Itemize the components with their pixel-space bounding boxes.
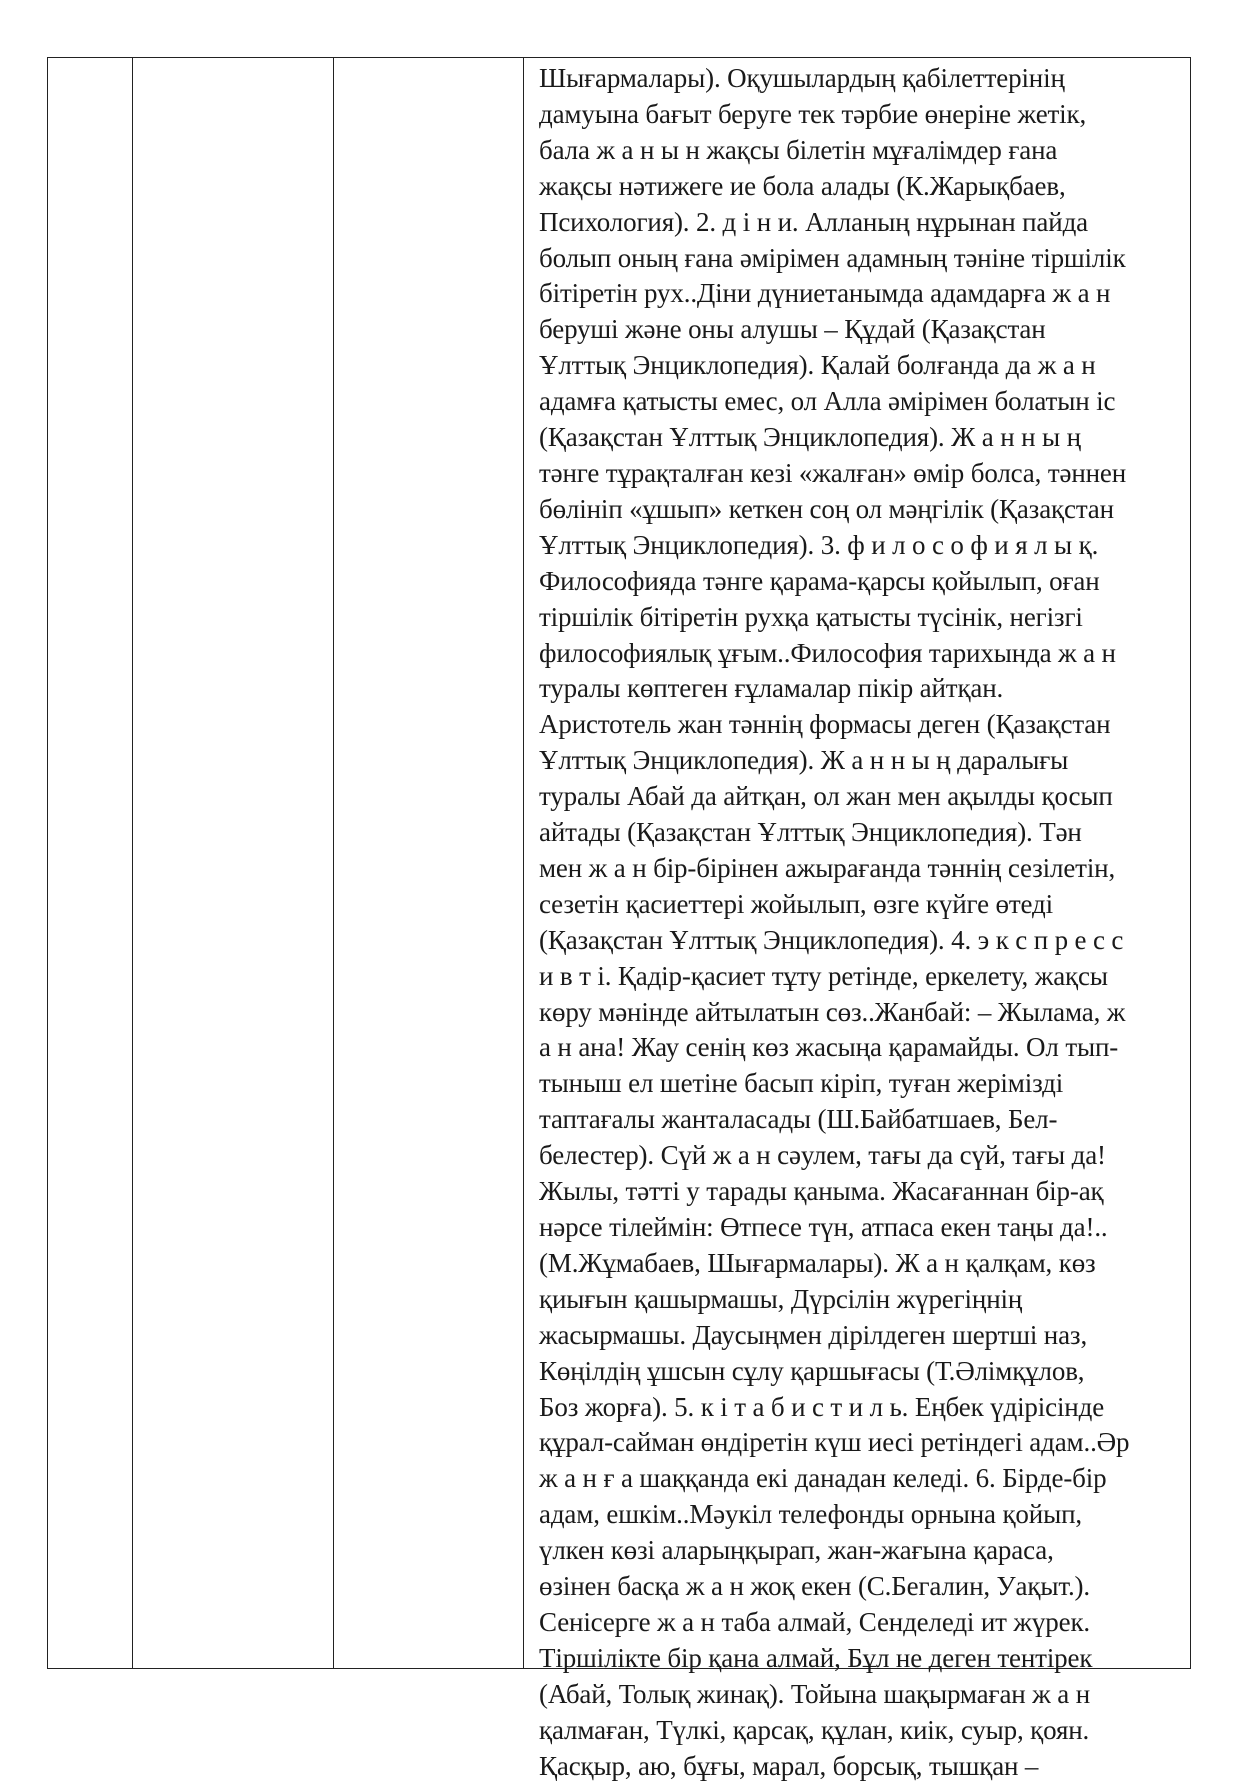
text-line: үлкен көзі аларыңқырап, жан-жағына қараса, — [539, 1535, 1054, 1566]
text-line: қиығын қашырмашы, Дүрсілін жүрегіңнің — [539, 1283, 1023, 1314]
text-line: Аристотель жан тәннің формасы деген (Қазақстан — [539, 709, 1111, 740]
text-line: құрал-сайман өндіретін күш иесі ретіндегі адам..Әр — [539, 1427, 1130, 1458]
text-line: бала ж а н ы н жақсы білетін мұғалімдер ғана — [539, 134, 1058, 165]
text-line: Ұлттық Энциклопедия). Ж а н н ы ң даралығы — [539, 745, 1069, 776]
text-line: айтады (Қазақстан Ұлттық Энциклопедия). Тән — [539, 817, 1082, 848]
text-line: философиялық ұғым..Философия тарихында ж а н — [539, 637, 1116, 668]
text-line: Тіршілікте бір қана алмай, Бұл не деген тентірек — [539, 1642, 1093, 1673]
column-divider-2 — [333, 58, 334, 1668]
text-line: (Абай, Толық жинақ). Тойына шақырмаған ж а н — [539, 1678, 1091, 1709]
text-line: Ұлттық Энциклопедия). 3. ф и л о с о ф и я л ы қ. — [539, 529, 1099, 560]
text-line: бөлініп «ұшып» кеткен соң ол мәңгілік (Қазақстан — [539, 493, 1114, 524]
text-line: туралы көптеген ғұламалар пікір айтқан. — [539, 673, 1004, 704]
text-line: Психология). 2. д і н и. Алланың нұрынан пайда — [539, 206, 1088, 237]
text-line: беруші және оны алушы – Құдай (Қазақстан — [539, 314, 1046, 345]
text-line: адамға қатысты емес, ол Алла әмірімен болатын іс — [539, 386, 1116, 417]
text-line: ж а н ғ а шаққанда екі данадан келеді. 6. Бірде-бір — [539, 1463, 1107, 1494]
table-cell-definition-text — [539, 61, 1177, 1781]
text-line: Шығармалары). Оқушылардың қабілеттерінің — [539, 63, 1065, 93]
table-cell-empty-2 — [134, 58, 333, 1668]
text-line: белестер). Сүй ж а н сәулем, тағы да сүй, тағы да! — [539, 1140, 1106, 1171]
text-line: нәрсе тілеймін: Өтпесе түн, атпаса екен таңы да!.. — [539, 1212, 1108, 1242]
text-line: таптағалы жанталасады (Ш.Байбатшаев, Бел- — [539, 1104, 1058, 1135]
text-line: өзінен басқа ж а н жоқ екен (С.Бегалин, Уақыт.). — [539, 1571, 1090, 1602]
table-cell-empty-1 — [48, 58, 132, 1668]
text-line: көру мәнінде айтылатын сөз..Жанбай: – Жылама, ж — [539, 996, 1126, 1027]
column-divider-1 — [132, 58, 133, 1668]
document-table — [47, 57, 1191, 1781]
text-line: жасырмашы. Даусыңмен дірілдеген шертші наз, — [539, 1319, 1088, 1350]
text-line: жақсы нәтижеге ие бола алады (К.Жарықбаев, — [539, 170, 1066, 201]
text-line: Философияда тәнге қарама-қарсы қойылып, оған — [539, 565, 1100, 596]
text-line: тіршілік бітіретін рухқа қатысты түсінік, негізгі — [539, 601, 1083, 632]
text-line: сезетін қасиеттері жойылып, өзге күйге өтеді — [539, 888, 1053, 919]
text-line: (Қазақстан Ұлттық Энциклопедия). 4. э к с п р е с с — [539, 924, 1124, 955]
text-line: бітіретін рух..Діни дүниетанымда адамдарға ж а н — [539, 278, 1111, 309]
text-line: тәнге тұрақталған кезі «жалған» өмір болса, тәннен — [539, 457, 1127, 488]
text-line: (Қазақстан Ұлттық Энциклопедия). Ж а н н ы ң — [539, 422, 1081, 453]
text-line: а н ана! Жау сенің көз жасыңа қарамайды. Ол тып- — [539, 1032, 1119, 1063]
text-line: Көңілдің ұшсын сұлу қаршығасы (Т.Әлімқұлов, — [539, 1355, 1085, 1386]
text-line: туралы Абай да айтқан, ол жан мен ақылды қосып — [539, 781, 1113, 812]
text-line: қалмаған, Түлкі, қарсақ, құлан, киік, суыр, қоян. — [539, 1714, 1090, 1745]
text-line: Жылы, тәтті у тарады қаныма. Жасағаннан бір-ақ — [539, 1176, 1104, 1207]
column-divider-3 — [523, 58, 524, 1668]
text-line: Ұлттық Энциклопедия). Қалай болғанда да ж а н — [539, 350, 1096, 381]
text-line: Қасқыр, аю, бұғы, марал, борсық, тышқан – — [539, 1750, 1039, 1781]
table-cell-empty-3 — [335, 58, 523, 1668]
text-line: тыныш ел шетіне басып кіріп, туған жерімізді — [539, 1068, 1064, 1099]
text-line: и в т і. Қадір-қасиет тұту ретінде, еркелету, жақсы — [539, 960, 1108, 991]
text-line: адам, ешкім..Мәукіл телефонды орнына қойып, — [539, 1499, 1082, 1530]
text-line: болып оның ғана әмірімен адамның тәніне тіршілік — [539, 242, 1126, 273]
text-line: мен ж а н бір-бірінен ажырағанда тәннің сезілетін, — [539, 852, 1116, 883]
text-line: дамуына бағыт беруге тек тәрбие өнеріне жетік, — [539, 98, 1087, 129]
text-line: Боз жорға). 5. к і т а б и с т и л ь. Еңбек үдірісінде — [539, 1391, 1105, 1422]
text-line: Сенісерге ж а н таба алмай, Сенделеді ит жүрек. — [539, 1606, 1091, 1637]
text-line: (М.Жұмабаев, Шығармалары). Ж а н қалқам, көз — [539, 1247, 1096, 1278]
